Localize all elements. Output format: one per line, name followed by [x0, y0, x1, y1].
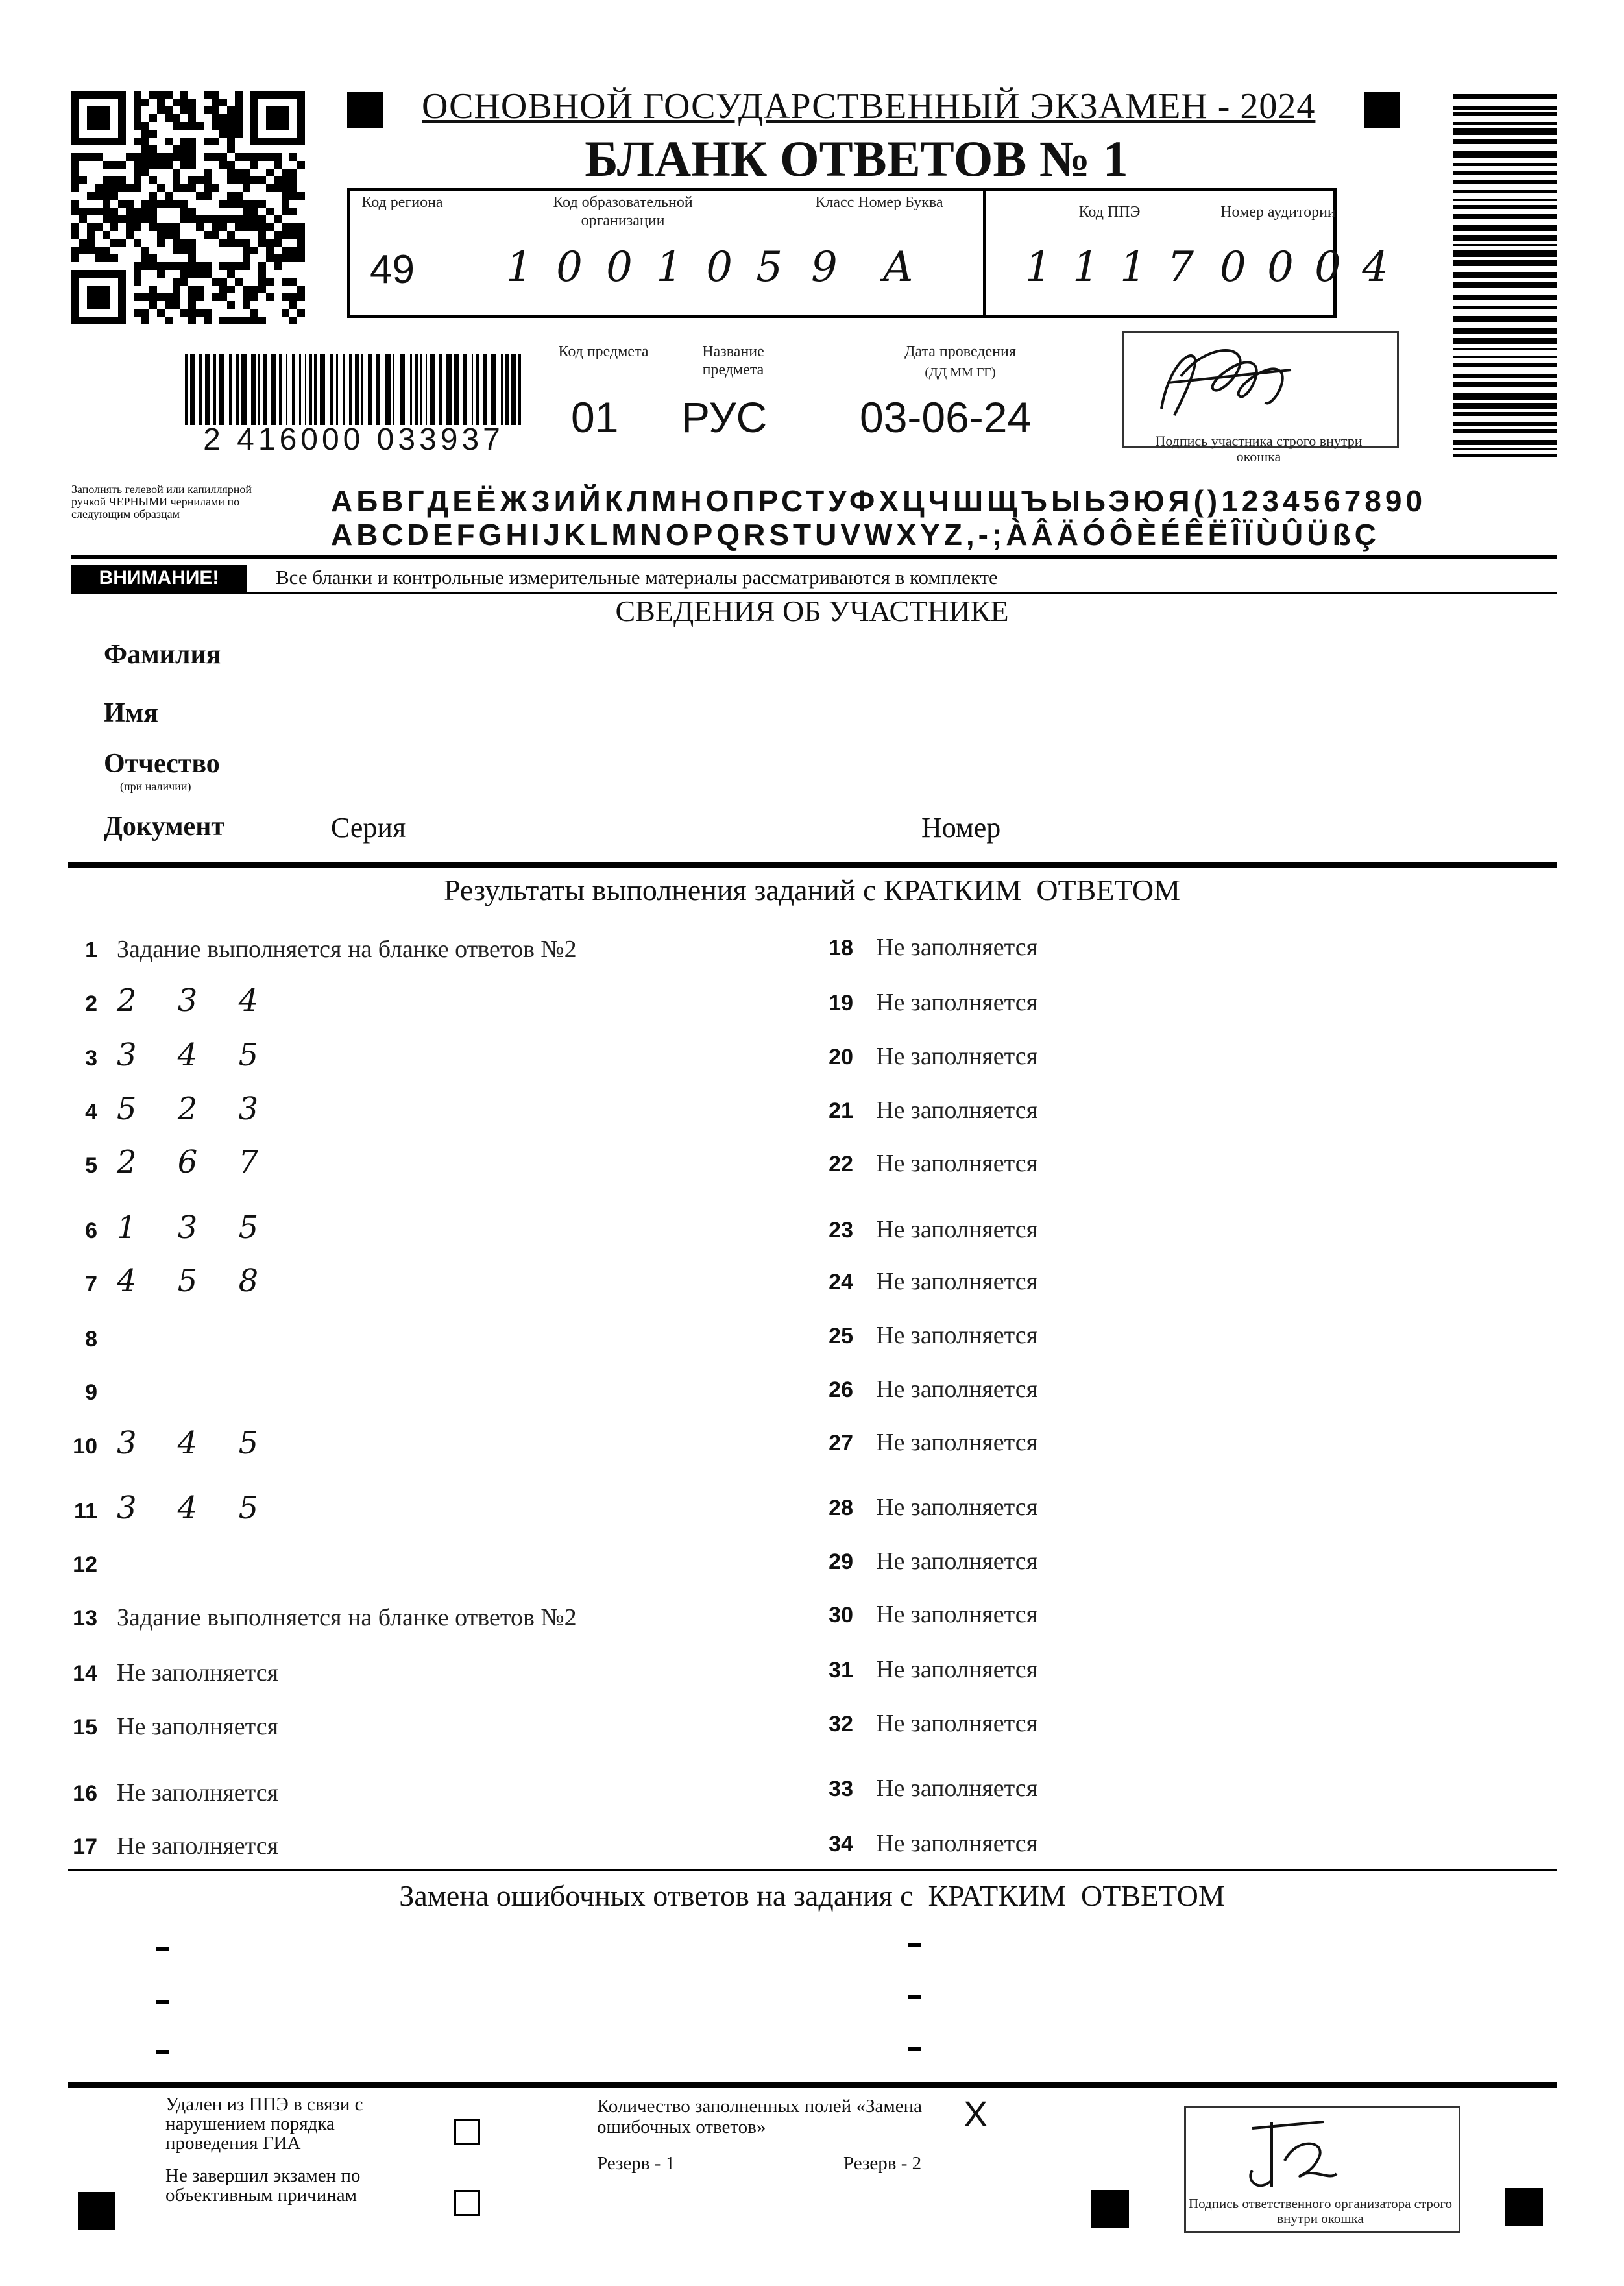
answer-row-text: Не заполняется — [876, 1322, 1038, 1349]
answer-row-value: 3 4 5 — [117, 1490, 274, 1526]
answer-row-number: 25 — [829, 1324, 853, 1348]
class-letter-value: А — [882, 243, 914, 291]
date-format: (ДД ММ ГГ) — [925, 365, 996, 380]
answer-row-text: Не заполняется — [876, 1429, 1038, 1456]
answer-row-text: Задание выполняется на бланке ответов №2 — [117, 1604, 577, 1631]
answer-row-text: Не заполняется — [876, 1097, 1038, 1124]
answer-row-text: Не заполняется — [876, 1150, 1038, 1177]
answer-row-value: 3 4 5 — [117, 1425, 274, 1461]
answer-row-number: 19 — [829, 991, 853, 1015]
answer-row-number: 31 — [829, 1658, 853, 1683]
answer-row-number: 8 — [85, 1327, 97, 1352]
answer-row-number: 30 — [829, 1603, 853, 1627]
replacement-dash — [156, 1947, 169, 1951]
answer-row-number: 22 — [829, 1152, 853, 1176]
sample-row-cyrillic: АБВГДЕЁЖЗИЙКЛМНОПРСТУФХЦЧШЩЪЫЬЭЮЯ()1234567890 — [331, 484, 1427, 518]
answer-row-number: 21 — [829, 1099, 853, 1123]
answer-row-number: 33 — [829, 1777, 853, 1801]
sample-instruction: Заполнять гелевой или капиллярной ручкой ЧЕРНЫМИ чернилами по следующим образцам — [71, 483, 252, 520]
not-finished-checkbox[interactable] — [454, 2190, 480, 2216]
subject-name-label: Название предмета — [702, 343, 764, 378]
sample-row-latin: ABCDEFGHIJKLMNOPQRSTUVWXYZ,-;ÀÂÄÓÔÈÉÊËÎÏÙÛÜßÇ — [331, 518, 1380, 552]
not-finished-label: Не завершил экзамен по объективным причинам — [165, 2165, 361, 2206]
class-label: Класс Номер Буква — [815, 194, 943, 211]
answer-row-number: 4 — [85, 1100, 97, 1125]
room-value: 0 0 0 4 — [1220, 243, 1392, 291]
answer-row-text: Не заполняется — [876, 1548, 1038, 1575]
answer-row-text: Не заполняется — [876, 1043, 1038, 1070]
replacement-dash — [908, 2047, 921, 2051]
answer-row-number: 15 — [73, 1715, 97, 1740]
answer-row-number: 27 — [829, 1431, 853, 1455]
corner-marker-bottom-right — [1505, 2188, 1543, 2226]
date-label: Дата проведения — [904, 343, 1016, 360]
answer-row-text: Не заполняется — [876, 1494, 1038, 1521]
class-number-value: 9 — [811, 243, 838, 291]
removed-label: Удален из ППЭ в связи с нарушением порядка проведения ГИА — [165, 2094, 363, 2154]
subject-name-value: РУС — [681, 393, 768, 441]
corner-marker-top-right — [1364, 92, 1400, 128]
answer-row-number: 6 — [85, 1219, 97, 1243]
answer-row-text: Не заполняется — [117, 1779, 279, 1806]
answer-row-number: 1 — [85, 938, 97, 962]
answer-row-number: 16 — [73, 1781, 97, 1806]
answer-row-value: 3 4 5 — [117, 1037, 274, 1073]
answer-row-number: 34 — [829, 1832, 853, 1856]
series-label: Серия — [331, 812, 406, 844]
replacement-dash — [908, 1995, 921, 1999]
answer-row-number: 28 — [829, 1496, 853, 1520]
exam-title: ОСНОВНОЙ ГОСУДАРСТВЕННЫЙ ЭКЗАМЕН - 2024 — [422, 86, 1316, 127]
answer-row-number: 5 — [85, 1153, 97, 1178]
answer-row-value: 5 2 3 — [117, 1091, 274, 1127]
replacement-title: Замена ошибочных ответов на задания с КРАТКИМ ОТВЕТОМ — [399, 1879, 1225, 1912]
name-label: Имя — [104, 698, 158, 728]
participant-signature — [1142, 331, 1311, 428]
number-label: Номер — [921, 812, 1001, 844]
results-title: Результаты выполнения заданий с КРАТКИМ ОТВЕТОМ — [443, 873, 1181, 906]
subject-code-label: Код предмета — [558, 343, 649, 360]
corner-marker-top-left — [347, 92, 383, 128]
patronymic-label: Отчество — [104, 749, 220, 779]
region-value: 49 — [370, 247, 415, 292]
participant-signature-caption: Подпись участника строго внутри окошка — [1155, 433, 1363, 465]
answer-row-number: 11 — [74, 1499, 97, 1524]
answer-row-number: 32 — [829, 1712, 853, 1736]
barcode-number: 2 416000 033937 — [203, 422, 504, 457]
answer-row-text: Не заполняется — [117, 1713, 279, 1740]
answer-row-text: Не заполняется — [117, 1832, 279, 1860]
ppe-label: Код ППЭ — [1078, 204, 1141, 221]
answer-row-number: 20 — [829, 1045, 853, 1069]
answer-row-number: 9 — [85, 1380, 97, 1405]
room-label: Номер аудитории — [1220, 204, 1336, 221]
answer-row-value: 4 5 8 — [117, 1263, 274, 1299]
region-label: Код региона — [361, 194, 443, 211]
surname-label: Фамилия — [104, 640, 221, 670]
removed-checkbox[interactable] — [454, 2119, 480, 2145]
replacement-count-label: Количество заполненных полей «Замена ошибочных ответов» — [597, 2096, 922, 2137]
ppe-value: 1 1 1 7 — [1025, 243, 1198, 291]
answer-row-number: 2 — [85, 991, 97, 1016]
answer-row-number: 10 — [73, 1434, 97, 1459]
form-title: БЛАНК ОТВЕТОВ № 1 — [585, 130, 1128, 187]
answer-row-number: 12 — [73, 1552, 97, 1577]
subject-code-value: 01 — [571, 393, 619, 441]
patronymic-note: (при наличии) — [120, 780, 191, 793]
answer-row-value: 2 6 7 — [117, 1144, 274, 1180]
answer-row-number: 13 — [73, 1606, 97, 1631]
answer-row-number: 14 — [73, 1661, 97, 1686]
answer-row-text: Не заполняется — [117, 1659, 279, 1686]
attention-badge: ВНИМАНИЕ! — [71, 565, 247, 592]
replacement-dash — [908, 1943, 921, 1947]
answer-row-text: Не заполняется — [876, 1710, 1038, 1737]
answer-row-number: 3 — [85, 1046, 97, 1071]
answer-row-text: Не заполняется — [876, 1216, 1038, 1243]
replacement-dash — [156, 2050, 169, 2054]
answer-row-number: 24 — [829, 1270, 853, 1295]
org-label: Код образовательной организации — [553, 194, 693, 229]
answer-row-value: 1 3 5 — [117, 1210, 274, 1246]
attention-text: Все бланки и контрольные измерительные материалы рассматриваются в комплекте — [276, 566, 998, 589]
answer-row-text: Не заполняется — [876, 934, 1038, 961]
answer-row-text: Не заполняется — [876, 1601, 1038, 1628]
organizer-signature — [1233, 2109, 1363, 2200]
answer-row-text: Задание выполняется на бланке ответов №2 — [117, 936, 577, 963]
replacement-dash — [156, 2000, 169, 2004]
answer-row-number: 7 — [85, 1272, 97, 1296]
answer-row-number: 26 — [829, 1378, 853, 1402]
corner-marker-bottom-left — [78, 2192, 115, 2230]
answer-row-text: Не заполняется — [876, 1656, 1038, 1683]
answer-row-text: Не заполняется — [876, 1268, 1038, 1295]
answer-row-value: 2 3 4 — [117, 982, 274, 1019]
answer-row-text: Не заполняется — [876, 1830, 1038, 1857]
organizer-signature-caption: Подпись ответственного организатора строго внутри окошка — [1188, 2196, 1453, 2226]
barcode — [185, 354, 522, 425]
answer-row-text: Не заполняется — [876, 1775, 1038, 1802]
org-value: 1 0 0 1 0 5 — [506, 243, 788, 291]
reserve-1-label: Резерв - 1 — [597, 2153, 675, 2174]
qr-code — [71, 91, 305, 324]
answer-row-number: 23 — [829, 1218, 853, 1243]
reserve-2-label: Резерв - 2 — [843, 2153, 922, 2174]
answer-row-number: 29 — [829, 1550, 853, 1574]
answer-row-number: 18 — [829, 936, 853, 960]
answer-row-text: Не заполняется — [876, 989, 1038, 1016]
participant-section-title: СВЕДЕНИЯ ОБ УЧАСТНИКЕ — [615, 594, 1009, 627]
date-value: 03-06-24 — [860, 393, 1032, 441]
document-label: Документ — [104, 812, 225, 842]
side-barcode — [1453, 94, 1557, 457]
answer-row-number: 17 — [73, 1834, 97, 1859]
corner-marker-bottom-middle — [1091, 2190, 1129, 2228]
answer-row-text: Не заполняется — [876, 1376, 1038, 1403]
replacement-count-value: X — [963, 2093, 988, 2134]
